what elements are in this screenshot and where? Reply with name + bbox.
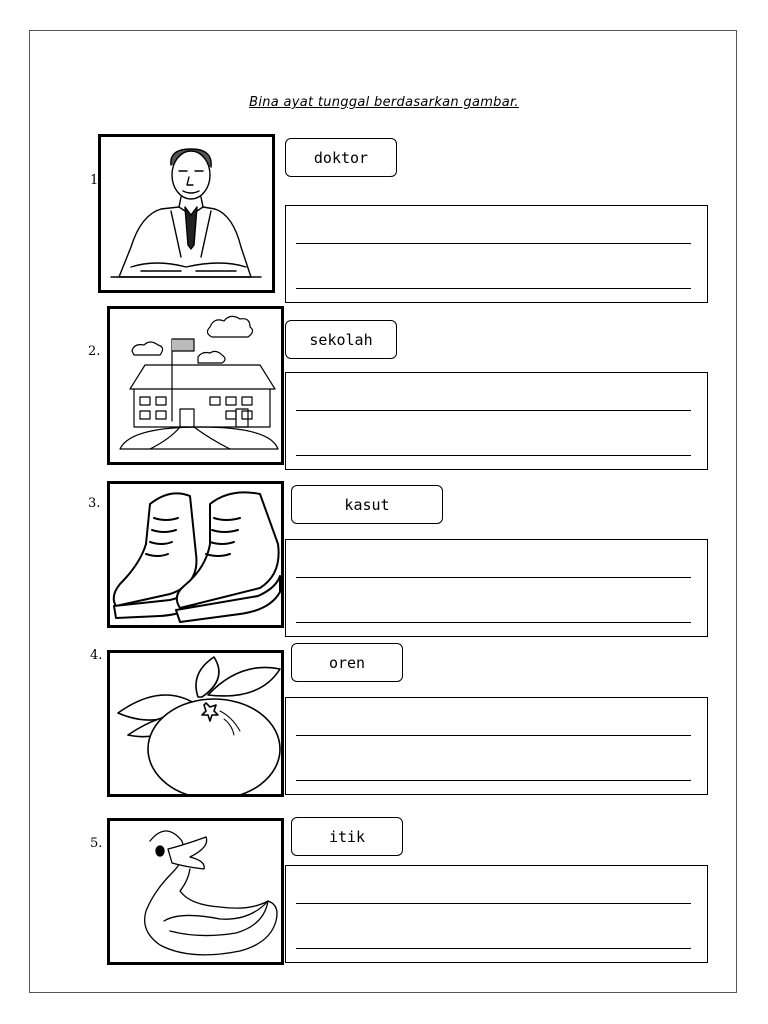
writing-line <box>296 243 691 244</box>
writing-line <box>296 780 691 781</box>
writing-line <box>296 455 691 456</box>
writing-line <box>296 577 691 578</box>
orange-drawing <box>110 653 281 794</box>
duck-picture <box>107 818 284 965</box>
doctor-picture <box>98 134 275 293</box>
worksheet-title: Bina ayat tunggal berdasarkan gambar. <box>249 95 519 110</box>
duck-drawing <box>110 821 281 962</box>
writing-line <box>296 410 691 411</box>
writing-line <box>296 903 691 904</box>
writing-line <box>296 622 691 623</box>
word-box-sekolah: sekolah <box>285 320 397 359</box>
answer-box-1[interactable] <box>285 205 708 303</box>
word-box-oren: oren <box>291 643 403 682</box>
item-number: 2. <box>88 344 101 359</box>
school-picture <box>107 306 284 465</box>
writing-line <box>296 288 691 289</box>
answer-box-4[interactable] <box>285 697 708 795</box>
word-box-itik: itik <box>291 817 403 856</box>
answer-box-2[interactable] <box>285 372 708 470</box>
answer-box-5[interactable] <box>285 865 708 963</box>
word-box-doktor: doktor <box>285 138 397 177</box>
item-number: 3. <box>88 496 101 511</box>
writing-line <box>296 735 691 736</box>
item-number: 5. <box>90 836 103 851</box>
school-drawing <box>110 309 281 462</box>
shoes-drawing <box>110 484 281 625</box>
writing-line <box>296 948 691 949</box>
shoes-picture <box>107 481 284 628</box>
doctor-drawing <box>101 137 272 290</box>
word-box-kasut: kasut <box>291 485 443 524</box>
item-number: 1 <box>90 173 99 188</box>
answer-box-3[interactable] <box>285 539 708 637</box>
item-number: 4. <box>90 648 103 663</box>
orange-picture <box>107 650 284 797</box>
